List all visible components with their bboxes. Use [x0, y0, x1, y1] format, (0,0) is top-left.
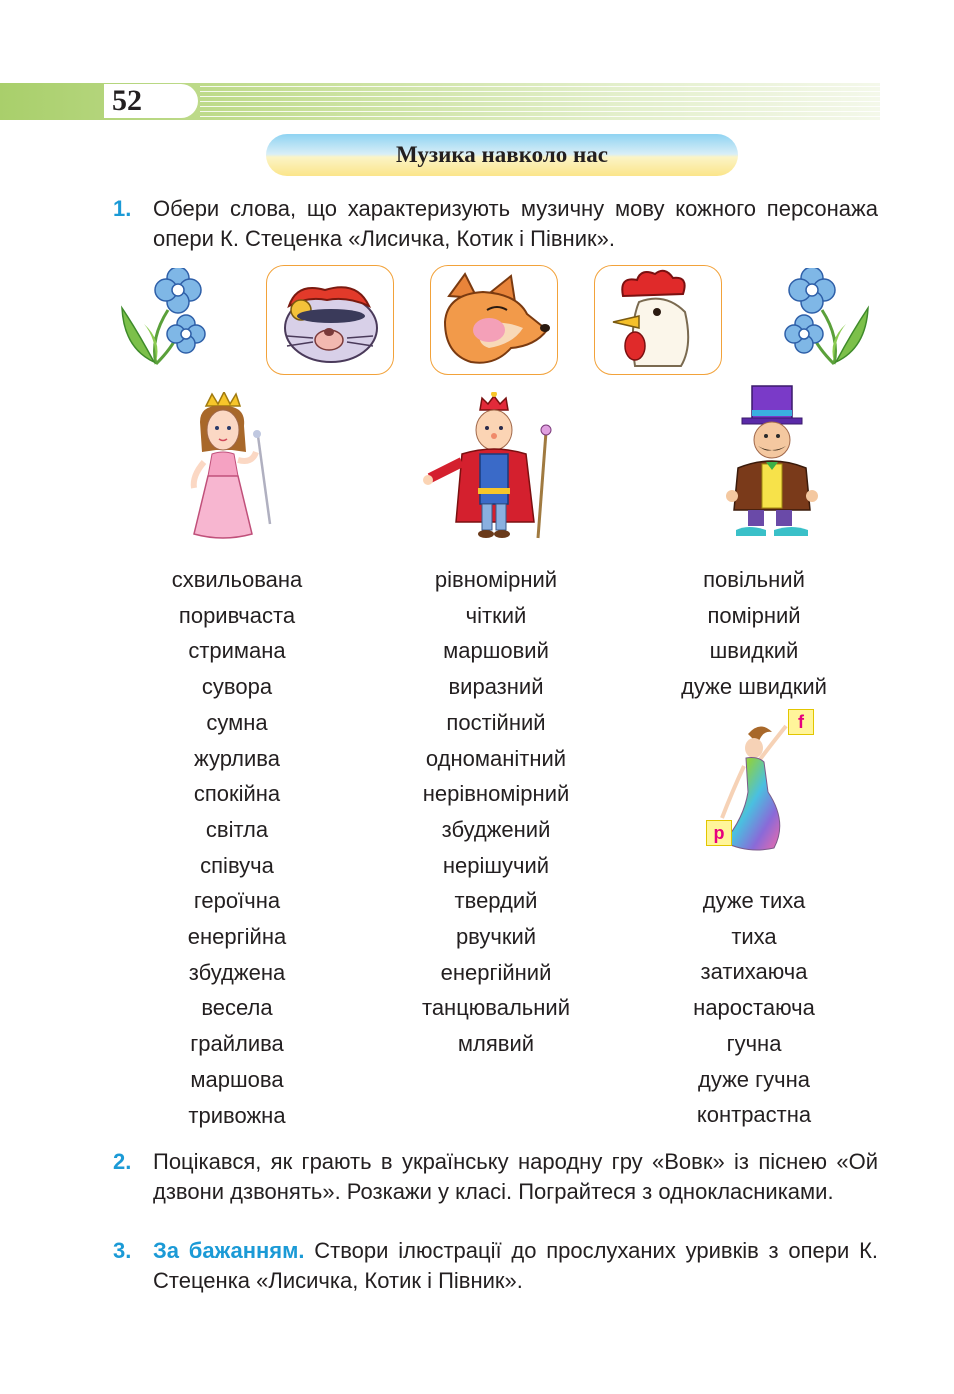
word-option[interactable]: співуча: [200, 852, 274, 878]
task-3-paragraph: [153, 1236, 878, 1296]
word-option[interactable]: нерішучий: [442, 852, 550, 878]
rooster-frame: [594, 265, 722, 375]
word-option[interactable]: сумна: [206, 709, 268, 735]
gentleman-top-hat-icon: [718, 384, 818, 542]
word-option[interactable]: одноманітний: [425, 745, 567, 771]
word-option[interactable]: дуже гучна: [697, 1066, 811, 1092]
task-1-text: Обери слова, що характеризують музичну мову кожного персонажа опери К. Стеценка «Лисичка, Котик і Півник».: [153, 196, 878, 251]
fox-frame: [430, 265, 558, 375]
word-option[interactable]: сувора: [201, 674, 273, 700]
word-option[interactable]: енергійний: [440, 959, 552, 985]
fox-face-icon: [431, 266, 557, 374]
page-number: 52: [112, 84, 142, 117]
rooster-face-icon: [595, 266, 721, 374]
word-option[interactable]: збуджений: [441, 816, 551, 842]
blue-flowers-icon: [116, 268, 208, 366]
word-option[interactable]: затихаюча: [700, 959, 808, 985]
word-option[interactable]: швидкий: [709, 638, 799, 664]
word-option[interactable]: дуже тиха: [702, 888, 806, 913]
princess-icon: [186, 392, 276, 542]
word-option[interactable]: весела: [201, 995, 273, 1021]
word-option[interactable]: рвучкий: [455, 924, 537, 950]
page-title: Музика навколо нас: [396, 142, 608, 167]
word-option[interactable]: повільний: [703, 567, 805, 592]
task-1-number: 1.: [113, 196, 132, 221]
word-option[interactable]: виразний: [448, 674, 544, 700]
word-option[interactable]: контрастна: [696, 1102, 812, 1128]
word-column-dynamics: [654, 883, 854, 1133]
word-option[interactable]: тиха: [731, 923, 777, 949]
word-option[interactable]: твердий: [454, 888, 538, 914]
word-option[interactable]: наростаюча: [693, 995, 815, 1021]
word-column-princess: [140, 562, 334, 1133]
word-option[interactable]: гучна: [726, 1030, 782, 1056]
cat-face-icon: [267, 266, 393, 374]
word-option[interactable]: рівномірний: [434, 567, 558, 592]
cat-frame: [266, 265, 394, 375]
word-option[interactable]: героїчна: [193, 888, 281, 914]
word-option[interactable]: грайлива: [190, 1031, 284, 1057]
header-stripes: [200, 86, 880, 118]
king-icon: [422, 392, 556, 542]
word-option[interactable]: поривчаста: [178, 602, 296, 628]
word-column-king: [386, 562, 606, 1062]
word-option[interactable]: енергійна: [187, 924, 287, 950]
word-option[interactable]: спокійна: [193, 781, 281, 807]
word-option[interactable]: маршова: [190, 1066, 284, 1092]
word-option[interactable]: схвильована: [171, 567, 303, 592]
task-3-text: Створи ілюстрації до прослуханих уривків з опери К. Стеценка «Лисичка, Котик і Півник».: [153, 1238, 878, 1293]
blue-flowers-icon: [782, 268, 874, 366]
piano-note-card: p: [706, 820, 732, 846]
word-column-tempo: [654, 562, 854, 705]
task-2-text: Поцікався, як грають в українську народну гру «Вовк» із піснею «Ой дзвони дзвонять». Розкажи у класі. Пограйтеся з однокласниками.: [153, 1149, 878, 1204]
task-3-emphasis: За бажанням.: [153, 1238, 305, 1263]
word-option[interactable]: нерівномірний: [422, 781, 570, 807]
word-option[interactable]: світла: [205, 816, 269, 842]
word-option[interactable]: млявий: [457, 1031, 535, 1057]
forte-note-card: f: [788, 709, 814, 735]
word-option[interactable]: дуже швидкий: [681, 674, 827, 700]
word-option[interactable]: постійний: [446, 709, 546, 735]
word-option[interactable]: стримана: [188, 638, 286, 664]
task-2-number: 2.: [113, 1149, 132, 1174]
word-option[interactable]: помірний: [707, 602, 801, 628]
task-3-number: 3.: [113, 1238, 132, 1263]
word-option[interactable]: тривожна: [188, 1102, 286, 1128]
word-option[interactable]: збуджена: [188, 959, 286, 985]
word-option[interactable]: журлива: [193, 745, 280, 771]
word-option[interactable]: чіткий: [465, 602, 527, 628]
word-option[interactable]: маршовий: [443, 638, 549, 664]
word-option[interactable]: танцювальний: [421, 995, 571, 1021]
